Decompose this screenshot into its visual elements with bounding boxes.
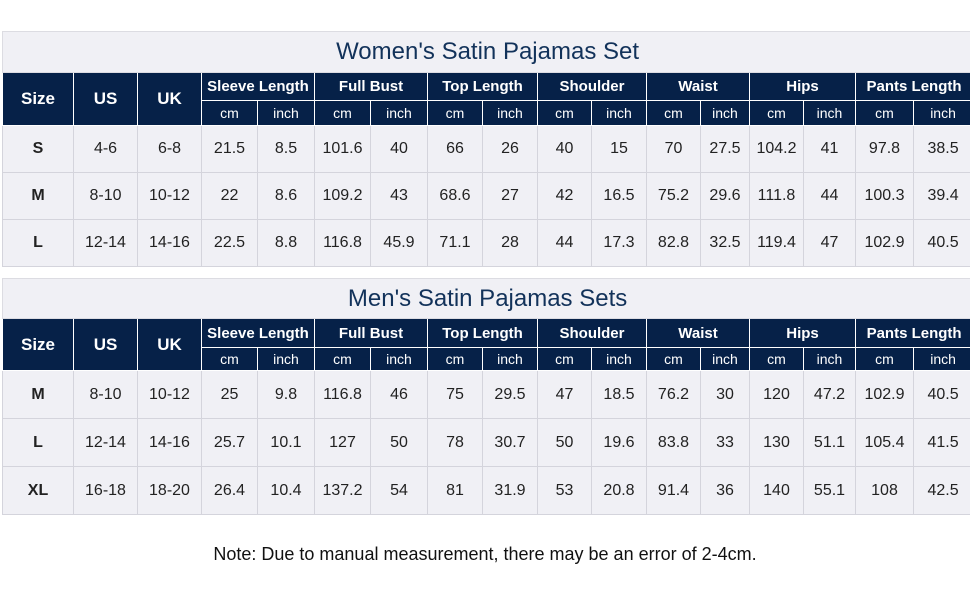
measurement-cell: 97.8 [856, 126, 914, 173]
measurement-cell: 27 [483, 173, 538, 220]
unit-inch: inch [914, 101, 970, 126]
measurement-cell: 15 [592, 126, 647, 173]
header-sleeve-length: Sleeve Length [202, 73, 315, 101]
size-label: M [3, 173, 74, 220]
measurement-cell: 8-10 [74, 173, 138, 220]
unit-inch: inch [804, 101, 856, 126]
unit-inch: inch [701, 101, 750, 126]
measurement-cell: 41.5 [914, 419, 970, 467]
measurement-cell: 109.2 [315, 173, 371, 220]
unit-cm: cm [315, 101, 371, 126]
measurement-cell: 91.4 [647, 467, 701, 515]
measurement-cell: 16-18 [74, 467, 138, 515]
unit-inch: inch [371, 348, 428, 371]
measurement-cell: 53 [538, 467, 592, 515]
measurement-cell: 27.5 [701, 126, 750, 173]
measurement-cell: 36 [701, 467, 750, 515]
measurement-cell: 40 [538, 126, 592, 173]
unit-cm: cm [202, 101, 258, 126]
header-full-bust: Full Bust [315, 73, 428, 101]
measurement-cell: 50 [538, 419, 592, 467]
measurement-cell: 30 [701, 371, 750, 419]
measurement-cell: 116.8 [315, 371, 371, 419]
measurement-cell: 75 [428, 371, 483, 419]
size-label: XL [3, 467, 74, 515]
measurement-cell: 17.3 [592, 220, 647, 267]
measurement-cell: 21.5 [202, 126, 258, 173]
size-label: L [3, 419, 74, 467]
unit-cm: cm [538, 101, 592, 126]
uk-header: UK [138, 73, 202, 126]
measurement-cell: 68.6 [428, 173, 483, 220]
unit-cm: cm [315, 348, 371, 371]
measurement-cell: 81 [428, 467, 483, 515]
unit-inch: inch [483, 348, 538, 371]
unit-inch: inch [258, 101, 315, 126]
measurement-cell: 8-10 [74, 371, 138, 419]
measurement-cell: 43 [371, 173, 428, 220]
measurement-cell: 8.8 [258, 220, 315, 267]
measurement-cell: 76.2 [647, 371, 701, 419]
unit-cm: cm [428, 101, 483, 126]
size-header: Size [3, 73, 74, 126]
measurement-note: Note: Due to manual measurement, there may be an error of 2-4cm. [213, 544, 757, 564]
measurement-cell: 104.2 [750, 126, 804, 173]
table-row [3, 173, 970, 220]
measurement-cell: 12-14 [74, 220, 138, 267]
measurement-cell: 38.5 [914, 126, 970, 173]
measurement-cell: 4-6 [74, 126, 138, 173]
unit-inch: inch [483, 101, 538, 126]
table-row [3, 467, 970, 515]
measurement-cell: 102.9 [856, 220, 914, 267]
measurement-cell: 40.5 [914, 220, 970, 267]
measurement-cell: 40.5 [914, 371, 970, 419]
measurement-cell: 8.5 [258, 126, 315, 173]
unit-inch: inch [592, 101, 647, 126]
measurement-cell: 22.5 [202, 220, 258, 267]
us-header: US [74, 73, 138, 126]
measurement-cell: 26 [483, 126, 538, 173]
measurement-cell: 105.4 [856, 419, 914, 467]
header-waist: Waist [647, 73, 750, 101]
measurement-cell: 120 [750, 371, 804, 419]
measurement-cell: 50 [371, 419, 428, 467]
measurement-cell: 26.4 [202, 467, 258, 515]
measurement-cell: 119.4 [750, 220, 804, 267]
measurement-cell: 28 [483, 220, 538, 267]
measurement-cell: 45.9 [371, 220, 428, 267]
table-row [3, 371, 970, 419]
unit-inch: inch [592, 348, 647, 371]
header-hips: Hips [750, 73, 856, 101]
measurement-cell: 32.5 [701, 220, 750, 267]
measurement-cell: 71.1 [428, 220, 483, 267]
measurement-cell: 14-16 [138, 220, 202, 267]
measurement-cell: 82.8 [647, 220, 701, 267]
header-pants-length: Pants Length [856, 319, 970, 348]
men-size-table [2, 278, 970, 515]
measurement-cell: 47 [804, 220, 856, 267]
header-top-length: Top Length [428, 319, 538, 348]
measurement-cell: 70 [647, 126, 701, 173]
measurement-cell: 20.8 [592, 467, 647, 515]
measurement-cell: 83.8 [647, 419, 701, 467]
measurement-cell: 140 [750, 467, 804, 515]
measurement-cell: 14-16 [138, 419, 202, 467]
measurement-cell: 42 [538, 173, 592, 220]
unit-cm: cm [538, 348, 592, 371]
measurement-cell: 10-12 [138, 371, 202, 419]
measurement-cell: 47 [538, 371, 592, 419]
unit-cm: cm [750, 348, 804, 371]
measurement-cell: 66 [428, 126, 483, 173]
measurement-cell: 30.7 [483, 419, 538, 467]
measurement-cell: 102.9 [856, 371, 914, 419]
measurement-cell: 25.7 [202, 419, 258, 467]
measurement-cell: 137.2 [315, 467, 371, 515]
header-shoulder: Shoulder [538, 73, 647, 101]
measurement-cell: 46 [371, 371, 428, 419]
measurement-cell: 19.6 [592, 419, 647, 467]
measurement-cell: 51.1 [804, 419, 856, 467]
measurement-cell: 44 [804, 173, 856, 220]
unit-inch: inch [371, 101, 428, 126]
measurement-cell: 12-14 [74, 419, 138, 467]
measurement-cell: 25 [202, 371, 258, 419]
size-label: L [3, 220, 74, 267]
measurement-cell: 100.3 [856, 173, 914, 220]
measurement-cell: 6-8 [138, 126, 202, 173]
header-waist: Waist [647, 319, 750, 348]
unit-inch: inch [914, 348, 970, 371]
uk-header: UK [138, 319, 202, 371]
size-label: M [3, 371, 74, 419]
unit-cm: cm [750, 101, 804, 126]
measurement-cell: 75.2 [647, 173, 701, 220]
measurement-cell: 18-20 [138, 467, 202, 515]
women-size-table [2, 31, 970, 267]
measurement-cell: 40 [371, 126, 428, 173]
measurement-cell: 47.2 [804, 371, 856, 419]
measurement-cell: 10.1 [258, 419, 315, 467]
measurement-cell: 9.8 [258, 371, 315, 419]
measurement-cell: 22 [202, 173, 258, 220]
unit-cm: cm [202, 348, 258, 371]
us-header: US [74, 319, 138, 371]
measurement-cell: 29.5 [483, 371, 538, 419]
header-hips: Hips [750, 319, 856, 348]
measurement-cell: 78 [428, 419, 483, 467]
measurement-cell: 10.4 [258, 467, 315, 515]
measurement-cell: 54 [371, 467, 428, 515]
measurement-cell: 16.5 [592, 173, 647, 220]
measurement-cell: 31.9 [483, 467, 538, 515]
size-label: S [3, 126, 74, 173]
measurement-cell: 10-12 [138, 173, 202, 220]
table-row [3, 220, 970, 267]
measurement-cell: 130 [750, 419, 804, 467]
measurement-cell: 39.4 [914, 173, 970, 220]
unit-cm: cm [647, 348, 701, 371]
unit-cm: cm [856, 101, 914, 126]
unit-inch: inch [258, 348, 315, 371]
measurement-cell: 101.6 [315, 126, 371, 173]
men-table-title: Men's Satin Pajamas Sets [3, 279, 970, 319]
measurement-cell: 127 [315, 419, 371, 467]
size-header: Size [3, 319, 74, 371]
measurement-cell: 18.5 [592, 371, 647, 419]
measurement-cell: 33 [701, 419, 750, 467]
header-full-bust: Full Bust [315, 319, 428, 348]
measurement-cell: 116.8 [315, 220, 371, 267]
measurement-cell: 29.6 [701, 173, 750, 220]
header-shoulder: Shoulder [538, 319, 647, 348]
measurement-cell: 55.1 [804, 467, 856, 515]
table-row [3, 419, 970, 467]
measurement-cell: 41 [804, 126, 856, 173]
unit-cm: cm [856, 348, 914, 371]
unit-cm: cm [647, 101, 701, 126]
table-row [3, 126, 970, 173]
header-top-length: Top Length [428, 73, 538, 101]
measurement-cell: 44 [538, 220, 592, 267]
unit-inch: inch [804, 348, 856, 371]
measurement-cell: 42.5 [914, 467, 970, 515]
women-table-title: Women's Satin Pajamas Set [3, 32, 970, 73]
header-pants-length: Pants Length [856, 73, 970, 101]
measurement-cell: 111.8 [750, 173, 804, 220]
unit-cm: cm [428, 348, 483, 371]
header-sleeve-length: Sleeve Length [202, 319, 315, 348]
measurement-cell: 108 [856, 467, 914, 515]
unit-inch: inch [701, 348, 750, 371]
measurement-cell: 8.6 [258, 173, 315, 220]
